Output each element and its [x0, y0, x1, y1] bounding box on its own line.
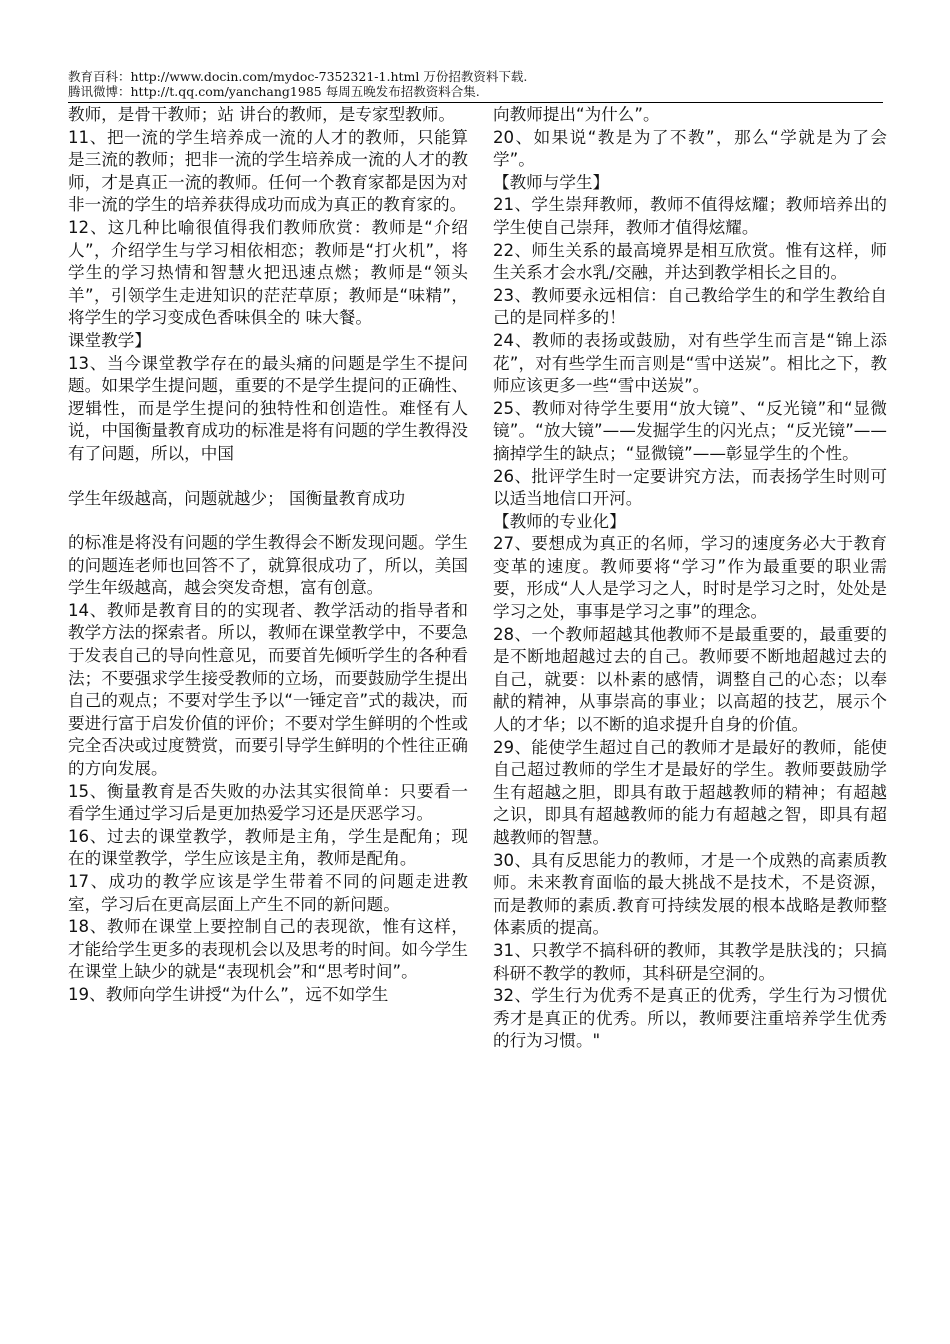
- paragraph-29: 29、能使学生超过自己的教师才是最好的教师，能使自己超过教师的学生才是最好的学生。教师要鼓励学生有超越之胆，即具有敢于超越教师的精神；有超越之识，即具有超越教师的能力有超越之智，即具有超越教师的智慧。: [493, 737, 887, 847]
- paragraph-19-start: 19、教师向学生讲授“为什么”，远不如学生: [68, 984, 389, 1004]
- paragraph-20: 20、如果说“教是为了不教”，那么“学就是为了会学”。: [493, 127, 887, 170]
- header-weibo-line: 腾讯微博：http://t.qq.com/yanchang1985 每周五晚发布招教资料合集.: [68, 84, 480, 99]
- left-column: [68, 104, 468, 1007]
- section-heading-teacher-student: 【教师与学生】: [493, 172, 610, 192]
- paragraph-30: 30、具有反思能力的教师，才是一个成熟的高素质教师。未来教育面临的最大挑战不是技术，不是资源，而是教师的素质.教育可持续发展的根本战略是教师整体素质的提高。: [493, 850, 887, 938]
- paragraph-21: 21、学生崇拜教师，教师不值得炫耀；教师培养出的学生使自己崇拜，教师才值得炫耀。: [493, 195, 887, 237]
- paragraph-11: 11、把一流的学生培养成一流的人才的教师，只能算是三流的教师；把非一流的学生培养成一流的人才的教师，才是真正一流的教师。任何一个教育家都是因为对非一流的学生的培养获得成功而成为真正的教育家的。: [68, 127, 468, 215]
- paragraph-13-part-3: 的标准是将没有问题的学生教得会不断发现问题。学生的问题连老师也回答不了，就算很成功了，所以，美国学生年级越高，越会突发奇想，富有创意。: [68, 533, 468, 598]
- paragraph-17: 17、成功的教学应该是学生带着不同的问题走进教室，学习后在更高层面上产生不同的新问题。: [68, 872, 468, 914]
- paragraph-12: 12、这几种比喻很值得我们教师欣赏：教师是“介绍人”，介绍学生与学习相依相恋；教师是“打火机”，将学生的学习热情和智慧火把迅速点燃；教师是“领头羊”，引领学生走进知识的茫茫草原；教师是“味精”，将学生的学习变成色香味俱全的 味大餐。: [68, 217, 468, 328]
- paragraph-26: 26、批评学生时一定要讲究方法，而表扬学生时则可以适当地信口开河。: [493, 466, 887, 509]
- section-heading-professionalization: 【教师的专业化】: [493, 511, 626, 531]
- section-heading-classroom-teaching: 课堂教学】: [68, 330, 151, 350]
- paragraph-10-continued: 教师，是骨干教师；站 讲台的教师，是专家型教师。: [68, 105, 455, 124]
- paragraph-24: 24、教师的表扬或鼓励，对有些学生而言是“锦上添花”，对有些学生而言则是“雪中送炭”。相比之下，教师应该更多一些“雪中送炭”。: [493, 330, 887, 396]
- paragraph-27: 27、要想成为真正的名师，学习的速度务必大于教育变革的速度。教师要将“学习”作为最重要的职业需要，形成“人人是学习之人，时时是学习之时，处处是学习之处，事事是学习之事”的理念。: [493, 534, 887, 622]
- right-column: [493, 104, 887, 1053]
- paragraph-15: 15、衡量教育是否失败的办法其实很简单：只要看一看学生通过学习后是更加热爱学习还是厌恶学习。: [68, 781, 468, 824]
- paragraph-28: 28、一个教师超越其他教师不是最重要的，最重要的是不断地超越过去的自己。教师要不断地超越过去的自己，就要：以朴素的感情，调整自己的心态；以奉献的精神，从事崇高的事业；以高超的技艺，展示个人的才华；以不断的追求提升自身的价值。: [493, 624, 887, 735]
- header-divider: [68, 102, 883, 103]
- header-baike-line: 教育百科：http://www.docin.com/mydoc-7352321-1.html 万份招教资料下载.: [68, 69, 528, 84]
- paragraph-13-part-1: 13、当今课堂教学存在的最头痛的问题是学生不提问题。如果学生提问题，重要的不是学生提问的正确性、逻辑性，而是学生提问的独特性和创造性。难怪有人说，中国衡量教育成功的标准是将有问题的学生教得没有了问题，所以，中国: [68, 353, 468, 463]
- paragraph-31: 31、只教学不搞科研的教师，其教学是肤浅的；只搞科研不教学的教师，其科研是空洞的。: [493, 940, 887, 983]
- paragraph-23: 23、教师要永远相信：自己教给学生的和学生教给自己的是同样多的！: [493, 285, 887, 328]
- paragraph-16: 16、过去的课堂教学，教师是主角，学生是配角；现在的课堂教学，学生应该是主角，教师是配角。: [68, 826, 468, 869]
- paragraph-32: 32、学生行为优秀不是真正的优秀，学生行为习惯优秀才是真正的优秀。所以，教师要注重培养学生优秀的行为习惯。": [493, 986, 887, 1051]
- page-header: [68, 69, 880, 99]
- paragraph-18: 18、教师在课堂上要控制自己的表现欲，惟有这样，才能给学生更多的表现机会以及思考的时间。如今学生在课堂上缺少的就是“表现机会”和“思考时间”。: [68, 917, 468, 982]
- paragraph-13-part-2: 学生年级越高，问题就越少； 国衡量教育成功: [68, 488, 406, 508]
- paragraph-14: 14、教师是教育目的的实现者、教学活动的指导者和教学方法的探索者。所以，教师在课堂教学中，不要急于发表自己的导向性意见，而要首先倾听学生的各种看法；不要强求学生接受教师的立场，而要鼓励学生提出自己的观点；不要对学生予以“一锤定音”式的裁决，而要进行富于启发价值的评价；不要对学生鲜明的个性或完全否决或过度赞赏，而要引导学生鲜明的个性往正确的方向发展。: [68, 600, 468, 779]
- paragraph-25: 25、教师对待学生要用“放大镜”、“反光镜”和“显微镜”。“放大镜”——发掘学生的闪光点；“反光镜”——摘掉学生的缺点；“显微镜”——彰显学生的个性。: [493, 398, 887, 463]
- paragraph-19-end: 向教师提出“为什么”。: [493, 105, 660, 124]
- paragraph-22: 22、师生关系的最高境界是相互欣赏。惟有这样，师生关系才会水乳/交融，并达到教学相长之目的。: [493, 240, 887, 283]
